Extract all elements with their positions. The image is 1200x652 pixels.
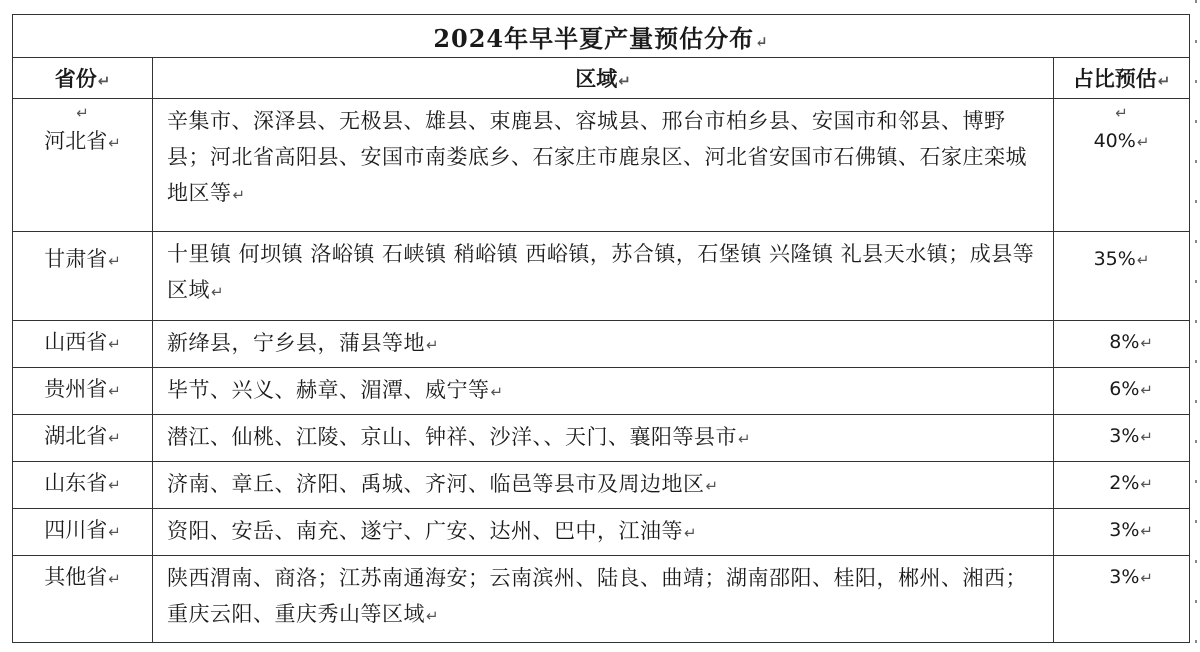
paragraph-mark: ↵ <box>108 134 121 152</box>
share-cell <box>1054 368 1190 415</box>
table-row <box>13 509 1190 556</box>
region-text: 陕西渭南、商洛；江苏南通海安；云南滨州、陆良、曲靖；湖南邵阳、桂阳，郴州、湘西；重庆云阳、重庆秀山等区域 <box>167 566 1027 626</box>
header-province <box>13 58 153 99</box>
paragraph-mark: ↵ <box>108 252 121 270</box>
header-region-label: 区域 <box>575 67 618 91</box>
paragraph-mark: ↵ <box>1140 475 1153 493</box>
paragraph-mark: ↵ <box>108 335 121 353</box>
paragraph-mark: ↵ <box>211 283 225 301</box>
paragraph-mark: ↵ <box>1140 381 1153 399</box>
paragraph-mark: ↵ <box>1140 428 1153 446</box>
province-name: 其他省 <box>44 565 108 589</box>
share-cell <box>1054 415 1190 462</box>
table-row <box>13 556 1190 643</box>
paragraph-mark: ↵ <box>1140 522 1153 540</box>
share-value: 3% <box>1109 519 1140 541</box>
share-cell <box>1054 462 1190 509</box>
region-text: 新绛县，宁乡县，蒲县等地 <box>167 331 425 355</box>
region-text: 毕节、兴义、赫章、湄潭、威宁等 <box>167 378 490 402</box>
paragraph-mark: ↵ <box>1157 72 1171 90</box>
province-cell <box>13 509 153 556</box>
province-name: 四川省 <box>44 518 108 542</box>
paragraph-mark: ↵ <box>426 336 440 354</box>
header-share <box>1054 58 1190 99</box>
region-cell <box>153 556 1054 643</box>
paragraph-mark: ↵ <box>1140 569 1153 587</box>
paragraph-mark: ↵ <box>1115 104 1128 122</box>
paragraph-mark: ↵ <box>97 72 111 90</box>
region-text: 资阳、安岳、南充、遂宁、广安、达州、巴中，江油等 <box>167 519 683 543</box>
paragraph-mark: ↵ <box>1136 133 1150 151</box>
paragraph-mark: ↵ <box>108 429 121 447</box>
province-name: 山西省 <box>44 330 108 354</box>
paragraph-mark: ↵ <box>76 104 89 122</box>
table-row <box>13 232 1190 321</box>
share-cell <box>1054 509 1190 556</box>
region-cell <box>153 321 1054 368</box>
share-cell <box>1054 99 1190 232</box>
region-cell <box>153 99 1054 232</box>
header-province-label: 省份 <box>54 67 97 91</box>
share-value: 3% <box>1109 425 1140 447</box>
table-row <box>13 415 1190 462</box>
paragraph-mark: ↵ <box>684 524 698 542</box>
region-text: 辛集市、深泽县、无极县、雄县、束鹿县、容城县、邢台市柏乡县、安国市和邻县、博野县；河北省高阳县、安国市南娄底乡、石家庄市鹿泉区、河北省安国市石佛镇、石家庄栾城地区等 <box>167 109 1027 205</box>
table-row <box>13 99 1190 232</box>
region-text: 济南、章丘、济阳、禹城、齐河、临邑等县市及周边地区 <box>167 472 705 496</box>
paragraph-mark: ↵ <box>426 607 440 625</box>
share-value: 40% <box>1093 130 1136 152</box>
table-row <box>13 462 1190 509</box>
province-name: 甘肃省 <box>44 247 108 271</box>
province-cell <box>13 368 153 415</box>
share-value: 2% <box>1109 472 1140 494</box>
header-region <box>153 58 1054 99</box>
region-cell <box>153 462 1054 509</box>
share-value: 8% <box>1109 331 1140 353</box>
region-text: 潜江、仙桃、江陵、京山、钟祥、沙洋、、天门、襄阳等县市 <box>167 425 737 449</box>
share-cell <box>1054 232 1190 321</box>
region-cell <box>153 368 1054 415</box>
province-cell <box>13 99 153 232</box>
share-cell <box>1054 556 1190 643</box>
share-value: 6% <box>1109 378 1140 400</box>
production-distribution-table <box>12 14 1190 643</box>
province-cell <box>13 415 153 462</box>
region-cell <box>153 232 1054 321</box>
paragraph-mark: ↵ <box>1140 334 1153 352</box>
region-text: 十里镇 何坝镇 洛峪镇 石峡镇 稍峪镇 西峪镇，苏合镇，石堡镇 兴隆镇 礼县天水镇；成县等区域 <box>167 242 1035 302</box>
table-row <box>13 368 1190 415</box>
table-title: 2024年早半夏产量预估分布 <box>433 23 755 53</box>
province-cell <box>13 462 153 509</box>
paragraph-mark: ↵ <box>232 186 246 204</box>
page-edge-marker <box>1195 0 1197 652</box>
province-name: 山东省 <box>44 471 108 495</box>
paragraph-mark: ↵ <box>738 430 752 448</box>
province-name: 贵州省 <box>44 377 108 401</box>
share-value: 35% <box>1093 248 1136 270</box>
paragraph-mark: ↵ <box>618 72 631 90</box>
header-share-label: 占比预估 <box>1072 67 1157 91</box>
paragraph-mark: ↵ <box>108 523 121 541</box>
paragraph-mark: ↵ <box>108 382 121 400</box>
share-cell <box>1054 321 1190 368</box>
table-title-cell <box>13 15 1190 58</box>
province-cell <box>13 232 153 321</box>
province-name: 湖北省 <box>44 424 108 448</box>
province-name: 河北省 <box>44 129 108 153</box>
paragraph-mark: ↵ <box>108 570 121 588</box>
region-cell <box>153 509 1054 556</box>
share-value: 3% <box>1109 566 1140 588</box>
region-cell <box>153 415 1054 462</box>
paragraph-mark: ↵ <box>1136 251 1150 269</box>
title-row <box>13 15 1190 58</box>
province-cell <box>13 321 153 368</box>
paragraph-mark: ↵ <box>490 383 504 401</box>
province-cell <box>13 556 153 643</box>
header-row <box>13 58 1190 99</box>
paragraph-mark: ↵ <box>108 476 121 494</box>
paragraph-mark: ↵ <box>755 32 769 51</box>
paragraph-mark: ↵ <box>705 477 719 495</box>
table-row <box>13 321 1190 368</box>
